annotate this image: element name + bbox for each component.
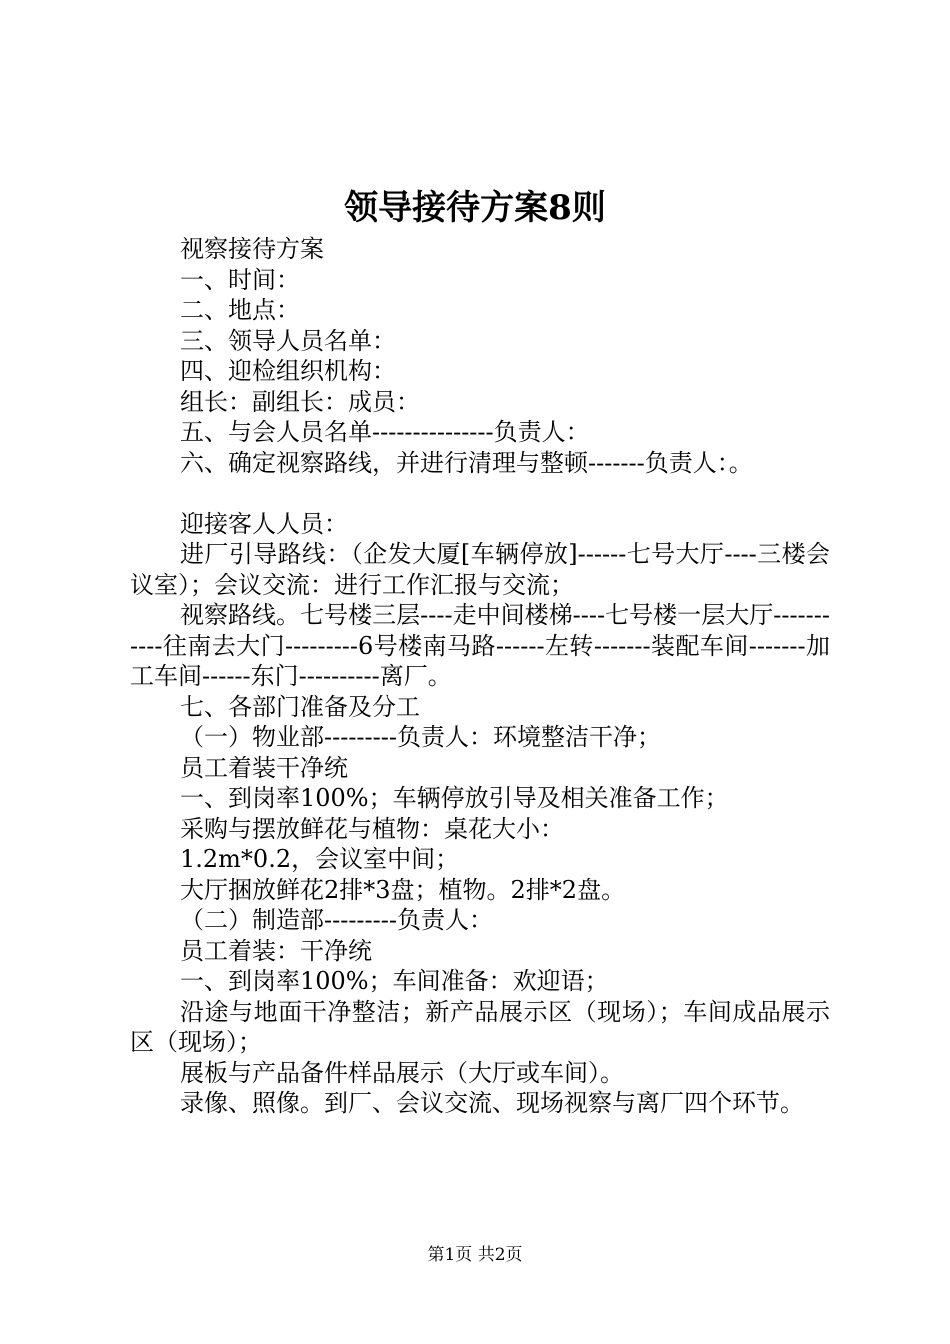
paragraph: 七、各部门准备及分工: [180, 692, 420, 721]
paragraph: 迎接客人人员：: [180, 509, 348, 538]
paragraph: 视察路线。七号楼三层----走中间楼梯----七号楼一层大厅-----------往南去大门---------6号楼南马路------左转-------装配车间-------加工车间------东门----------离厂。: [130, 601, 830, 690]
paragraph: 六、确定视察路线，并进行清理与整顿-------负责人：。: [180, 448, 753, 477]
paragraph: 展板与产品备件样品展示（大厅或车间）。: [180, 1058, 624, 1087]
document-title: 领导接待方案8则: [344, 188, 606, 228]
paragraph: 员工着装：干净统: [180, 936, 372, 965]
paragraph: 一、到岗率100%；车辆停放引导及相关准备工作；: [180, 784, 729, 812]
paragraph: 四、迎检组织机构：: [180, 357, 396, 385]
paragraph: 组长：副组长：成员：: [180, 387, 420, 416]
paragraph: （二）制造部---------负责人：: [180, 906, 493, 934]
paragraph: 二、地点：: [180, 296, 300, 324]
paragraph: 一、时间：: [180, 265, 300, 294]
document-body: [130, 234, 830, 1119]
paragraph: 员工着装干净统: [180, 753, 348, 782]
paragraph: 采购与摆放鲜花与植物：桌花大小：: [180, 814, 564, 843]
blank-line: [130, 478, 830, 509]
paragraph: 视察接待方案: [180, 235, 324, 263]
paragraph: 录像、照像。到厂、会议交流、现场视察与离厂四个环节。: [180, 1089, 804, 1117]
paragraph: 大厅捆放鲜花2排*3盘；植物。2排*2盘。: [180, 875, 626, 904]
page-footer: 第1页 共2页: [427, 1245, 523, 1265]
paragraph: 进厂引导路线：（企发大厦[车辆停放]------七号大厅----三楼会议室）；会议交流：进行工作汇报与交流；: [130, 540, 830, 599]
paragraph: （一）物业部---------负责人：环境整洁干净；: [180, 723, 661, 751]
paragraph: 1.2m*0.2，会议室中间；: [180, 845, 460, 873]
paragraph: 五、与会人员名单---------------负责人：: [180, 418, 590, 446]
paragraph: 三、领导人员名单：: [180, 326, 396, 355]
paragraph: 沿途与地面干净整洁；新产品展示区（现场）；车间成品展示区（现场）；: [130, 997, 830, 1056]
paragraph: 一、到岗率100%；车间准备：欢迎语；: [180, 967, 609, 995]
